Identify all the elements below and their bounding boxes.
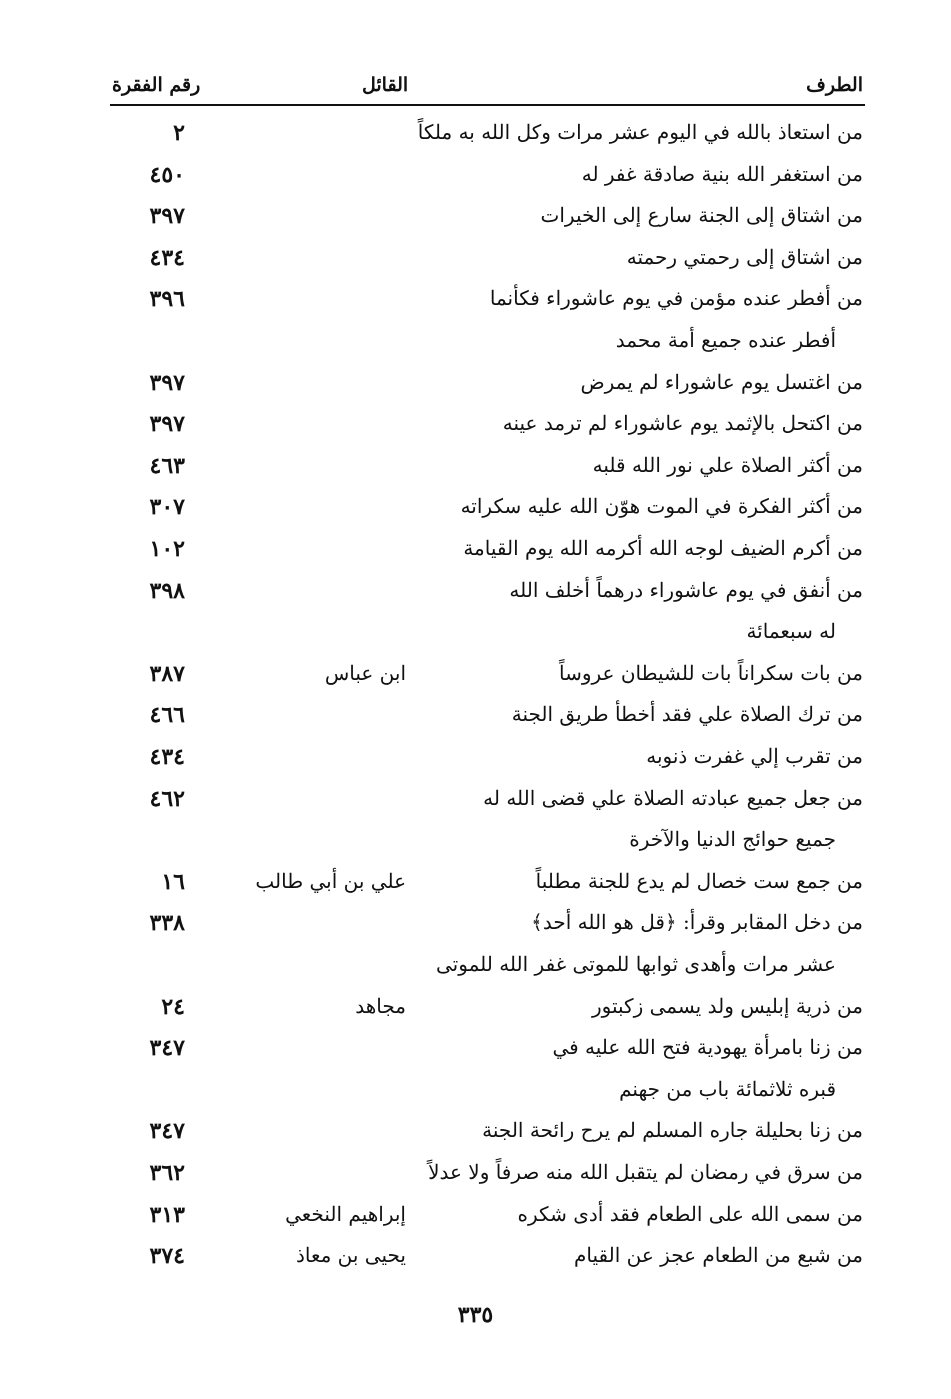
row-tarf: من زنا بحليلة جاره المسلم لم يرح رائحة الجنة (482, 1118, 863, 1142)
table-row (0, 902, 951, 944)
row-paragraph-number: ٤٦٢ (149, 786, 185, 812)
row-paragraph-number: ٤٦٣ (149, 453, 185, 479)
table-row (0, 1027, 951, 1069)
row-tarf: من سرق في رمضان لم يتقبل الله منه صرفاً ولا عدلاً (428, 1160, 863, 1184)
table-row (0, 778, 951, 820)
row-paragraph-number: ٣٤٧ (149, 1035, 185, 1061)
row-tarf: أفطر عنده جميع أمة محمد (615, 328, 836, 352)
table-row (0, 1194, 951, 1236)
row-tarf: عشر مرات وأهدى ثوابها للموتى غفر الله للموتى (436, 952, 836, 976)
table-row (0, 1235, 951, 1277)
column-header-tarf: الطرف (806, 74, 863, 96)
table-row (0, 1110, 951, 1152)
row-tarf: من شبع من الطعام عجز عن القيام (574, 1243, 863, 1267)
table-row (0, 362, 951, 404)
row-tarf: من دخل المقابر وقرأ: ﴿قل هو الله أحد﴾ (531, 910, 863, 934)
table-row (0, 819, 951, 861)
row-tarf: جميع حوائج الدنيا والآخرة (629, 827, 836, 851)
table-row (0, 1152, 951, 1194)
table-row (0, 861, 951, 903)
row-tarf: من أكرم الضيف لوجه الله أكرمه الله يوم القيامة (463, 536, 863, 560)
row-paragraph-number: ٣٩٦ (149, 286, 185, 312)
table-row (0, 403, 951, 445)
row-tarf: من جمع ست خصال لم يدع للجنة مطلباً (535, 869, 863, 893)
row-paragraph-number: ٣٣٨ (149, 910, 185, 936)
table-row (0, 944, 951, 986)
row-tarf: من اشتاق إلى رحمتي رحمته (626, 245, 863, 269)
table-row (0, 445, 951, 487)
row-paragraph-number: ٤٥٠ (149, 162, 185, 188)
row-tarf: من استعاذ بالله في اليوم عشر مرات وكل الله به ملكاً (417, 120, 863, 144)
row-tarf: من اكتحل بالإثمد يوم عاشوراء لم ترمد عينه (502, 411, 863, 435)
row-paragraph-number: ٣١٣ (149, 1202, 185, 1228)
page-number: ٣٣٥ (457, 1302, 494, 1328)
table-row (0, 694, 951, 736)
row-paragraph-number: ٢٤ (161, 994, 185, 1020)
row-qail: علي بن أبي طالب (255, 869, 406, 893)
table-row (0, 528, 951, 570)
table-row (0, 320, 951, 362)
table-row (0, 195, 951, 237)
row-tarf: من ترك الصلاة علي فقد أخطأ طريق الجنة (511, 702, 863, 726)
row-paragraph-number: ٤٦٦ (149, 702, 185, 728)
row-qail: ابن عباس (324, 661, 406, 685)
row-tarf: من اغتسل يوم عاشوراء لم يمرض (580, 370, 863, 394)
row-tarf: من سمى الله على الطعام فقد أدى شكره (517, 1202, 863, 1226)
row-paragraph-number: ٤٣٤ (149, 245, 185, 271)
table-row (0, 736, 951, 778)
row-tarf: من أنفق في يوم عاشوراء درهماً أخلف الله (509, 578, 863, 602)
row-tarf: من أفطر عنده مؤمن في يوم عاشوراء فكأنما (489, 286, 863, 310)
table-row (0, 570, 951, 612)
row-tarf: من اشتاق إلى الجنة سارع إلى الخيرات (540, 203, 863, 227)
table-row (0, 154, 951, 196)
row-tarf: قبره ثلاثمائة باب من جهنم (619, 1077, 836, 1101)
row-tarf: من جعل جميع عبادته الصلاة علي قضى الله له (483, 786, 863, 810)
table-row (0, 1069, 951, 1111)
row-paragraph-number: ٢ (173, 120, 185, 146)
row-qail: مجاهد (355, 994, 406, 1018)
row-tarf: من أكثر الفكرة في الموت هوّن الله عليه سكراته (460, 494, 863, 518)
row-paragraph-number: ٤٣٤ (149, 744, 185, 770)
row-paragraph-number: ١٠٢ (149, 536, 185, 562)
row-tarf: من بات سكراناً بات للشيطان عروساً (558, 661, 863, 685)
row-qail: إبراهيم النخعي (285, 1202, 406, 1226)
table-row (0, 486, 951, 528)
row-qail: يحيى بن معاذ (295, 1243, 406, 1267)
row-paragraph-number: ٣٩٧ (149, 203, 185, 229)
table-row (0, 278, 951, 320)
row-paragraph-number: ٣٩٨ (149, 578, 185, 604)
row-paragraph-number: ٣٩٧ (149, 411, 185, 437)
row-tarf: له سبعمائة (746, 619, 836, 643)
column-header-qail: القائل (362, 74, 409, 96)
row-paragraph-number: ٣٤٧ (149, 1118, 185, 1144)
table-row (0, 237, 951, 279)
column-header-raqm: رقم الفقرة (112, 74, 201, 96)
table-row (0, 653, 951, 695)
row-paragraph-number: ٣٠٧ (149, 494, 185, 520)
row-tarf: من استغفر الله بنية صادقة غفر له (581, 162, 863, 186)
table-row (0, 611, 951, 653)
row-paragraph-number: ٣٨٧ (149, 661, 185, 687)
row-tarf: من أكثر الصلاة علي نور الله قلبه (592, 453, 863, 477)
row-paragraph-number: ٣٧٤ (149, 1243, 185, 1269)
row-tarf: من زنا بامرأة يهودية فتح الله عليه في (552, 1035, 863, 1059)
row-paragraph-number: ١٦ (161, 869, 185, 895)
row-tarf: من ذرية إبليس ولد يسمى زكبتور (592, 994, 863, 1018)
table-row (0, 986, 951, 1028)
row-tarf: من تقرب إلي غفرت ذنوبه (646, 744, 863, 768)
row-paragraph-number: ٣٦٢ (149, 1160, 185, 1186)
table-row (0, 112, 951, 154)
row-paragraph-number: ٣٩٧ (149, 370, 185, 396)
